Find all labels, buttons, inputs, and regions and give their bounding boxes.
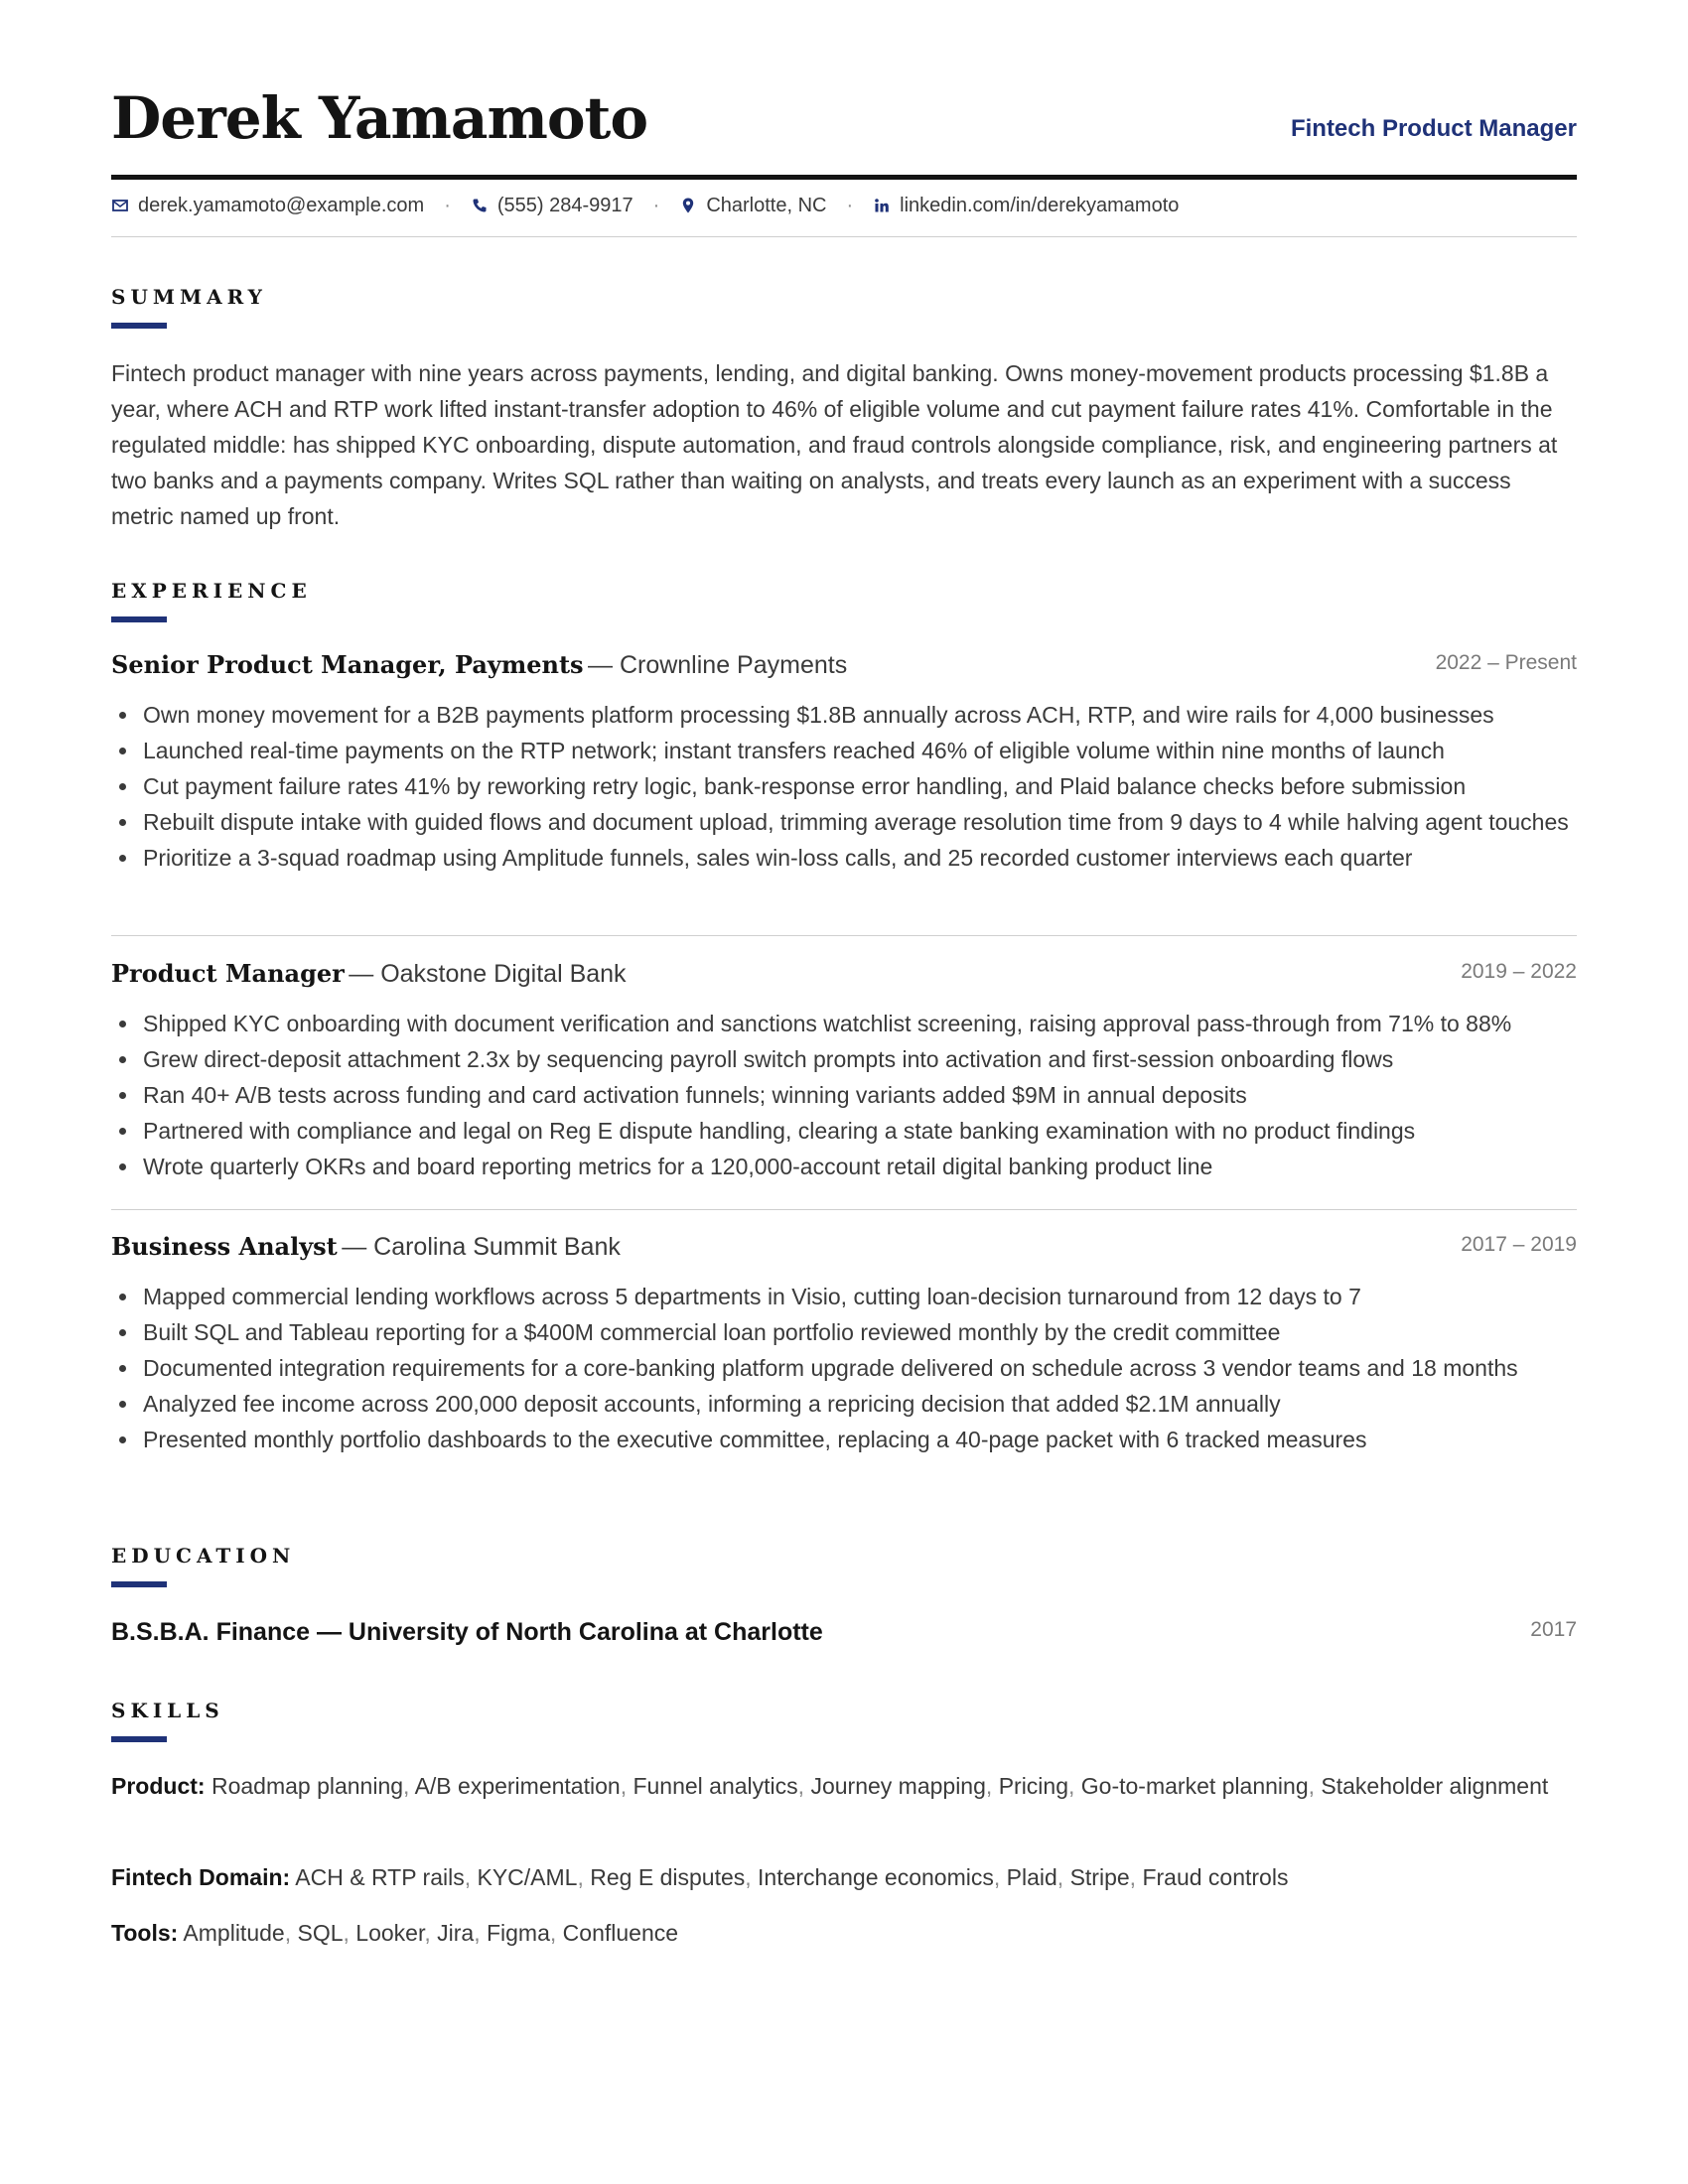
job-entry (111, 647, 1577, 876)
education-section (111, 1544, 1577, 1587)
job-company: — Oakstone Digital Bank (349, 960, 627, 988)
skill-item: ACH & RTP rails (295, 1864, 465, 1890)
job-divider (111, 935, 1577, 936)
linkedin-icon (873, 197, 891, 214)
list-item: Rebuilt dispute intake with guided flows and document upload, trimming average resolution time from 9 days to 4 while halving agent touches (143, 804, 1577, 840)
skill-item: , Figma (474, 1920, 550, 1946)
phone-text: (555) 284-9917 (496, 195, 633, 216)
skill-group (111, 1768, 1577, 1804)
target-job-title: Fintech Product Manager (1290, 115, 1577, 142)
skill-items (183, 1920, 678, 1946)
skill-item: , A/B experimentation (403, 1773, 621, 1799)
contact-separator: · (444, 195, 451, 216)
job-entry (111, 1229, 1577, 1457)
job-dates: 2022 – Present (1435, 651, 1577, 674)
contact-linkedin[interactable] (873, 189, 1179, 222)
contact-separator: · (846, 195, 854, 216)
list-item: Partnered with compliance and legal on Reg E dispute handling, clearing a state banking examination with no product findings (143, 1113, 1577, 1149)
section-accent-bar (111, 1581, 167, 1587)
skill-item: , Interchange economics (745, 1864, 994, 1890)
skill-group-label: Product: (111, 1773, 206, 1799)
job-company: — Crownline Payments (588, 651, 848, 679)
skill-items (295, 1864, 1288, 1890)
linkedin-text: linkedin.com/in/derekyamamoto (900, 195, 1180, 216)
job-bullets (111, 697, 1577, 876)
section-heading: EDUCATION (111, 1544, 296, 1568)
job-role: Senior Product Manager, Payments (111, 650, 584, 679)
list-item: Documented integration requirements for a core-banking platform upgrade delivered on schedule across 3 vendor teams and 18 months (143, 1350, 1577, 1386)
skill-item: Amplitude (183, 1920, 285, 1946)
skill-item: , KYC/AML (465, 1864, 578, 1890)
summary-section (111, 285, 1577, 329)
list-item: Ran 40+ A/B tests across funding and card activation funnels; winning variants added $9M in annual deposits (143, 1077, 1577, 1113)
contact-email[interactable] (111, 189, 424, 222)
job-divider (111, 1209, 1577, 1210)
email-text: derek.yamamoto@example.com (138, 195, 425, 216)
skill-item: , Reg E disputes (577, 1864, 745, 1890)
job-role: Business Analyst (111, 1232, 338, 1261)
list-item: Prioritize a 3-squad roadmap using Amplitude funnels, sales win-loss calls, and 25 recorded customer interviews each quarter (143, 840, 1577, 876)
list-item: Wrote quarterly OKRs and board reporting metrics for a 120,000-account retail digital banking product line (143, 1149, 1577, 1184)
contact-separator: · (652, 195, 660, 216)
skill-item: , SQL (285, 1920, 344, 1946)
job-bullets (111, 1006, 1577, 1184)
section-accent-bar (111, 616, 167, 622)
list-item: Own money movement for a B2B payments platform processing $1.8B annually across ACH, RTP, and wire rails for 4,000 businesses (143, 697, 1577, 733)
education-entry (111, 1614, 1577, 1650)
skill-item: , Go-to-market planning (1068, 1773, 1309, 1799)
list-item: Launched real-time payments on the RTP network; instant transfers reached 46% of eligible volume within nine months of launch (143, 733, 1577, 768)
skill-item: , Funnel analytics (621, 1773, 798, 1799)
skills-section (111, 1699, 1577, 1742)
candidate-name: Derek Yamamoto (111, 84, 648, 152)
section-heading: SUMMARY (111, 285, 267, 309)
job-dates: 2019 – 2022 (1461, 960, 1577, 983)
skill-group (111, 1859, 1577, 1895)
list-item: Mapped commercial lending workflows across 5 departments in Visio, cutting loan-decision turnaround from 12 days to 7 (143, 1279, 1577, 1314)
job-bullets (111, 1279, 1577, 1457)
skill-group-label: Tools: (111, 1920, 179, 1946)
skill-item: , Plaid (994, 1864, 1057, 1890)
skill-item: , Confluence (550, 1920, 678, 1946)
graduation-year: 2017 (1530, 1618, 1577, 1641)
skill-item: , Looker (344, 1920, 425, 1946)
list-item: Built SQL and Tableau reporting for a $400M commercial loan portfolio reviewed monthly by the credit committee (143, 1314, 1577, 1350)
job-dates: 2017 – 2019 (1461, 1233, 1577, 1256)
skill-item: , Stripe (1057, 1864, 1130, 1890)
list-item: Shipped KYC onboarding with document verification and sanctions watchlist screening, raising approval pass-through from 71% to 88% (143, 1006, 1577, 1041)
section-heading: EXPERIENCE (111, 579, 312, 603)
job-role: Product Manager (111, 959, 345, 988)
contact-bar (111, 189, 1577, 237)
phone-icon (471, 197, 489, 214)
skill-group (111, 1915, 1577, 1951)
job-entry (111, 956, 1577, 1184)
skill-items (211, 1773, 1548, 1799)
resume-header (111, 79, 1577, 180)
section-accent-bar (111, 1736, 167, 1742)
contact-location (679, 189, 826, 222)
section-heading: SKILLS (111, 1699, 224, 1722)
skill-item: Roadmap planning (211, 1773, 404, 1799)
location-pin-icon (679, 197, 697, 214)
location-text: Charlotte, NC (706, 195, 827, 216)
experience-section (111, 579, 1577, 622)
skill-group-label: Fintech Domain: (111, 1864, 291, 1890)
mail-icon (111, 197, 129, 214)
skill-item: , Journey mapping (798, 1773, 986, 1799)
list-item: Cut payment failure rates 41% by reworking retry logic, bank-response error handling, and Plaid balance checks before submission (143, 768, 1577, 804)
list-item: Grew direct-deposit attachment 2.3x by sequencing payroll switch prompts into activation and first-session onboarding flows (143, 1041, 1577, 1077)
section-accent-bar (111, 323, 167, 329)
skill-item: , Fraud controls (1130, 1864, 1289, 1890)
skill-item: , Stakeholder alignment (1309, 1773, 1549, 1799)
list-item: Presented monthly portfolio dashboards to the executive committee, replacing a 40-page packet with 6 tracked measures (143, 1422, 1577, 1457)
job-company: — Carolina Summit Bank (342, 1233, 621, 1261)
summary-text: Fintech product manager with nine years across payments, lending, and digital banking. Owns money-movement products processing $1.8B a year, where ACH and RTP work lifted instant-transfer adoption to 46% of eligible volume and cut payment failure rates 41%. Comfortable in the regulated middle: has shipped KYC onboarding, dispute automation, and fraud controls alongside compliance, risk, and engineering partners at two banks and a payments company. Writes SQL rather than waiting on analysts, and treats every launch as an experiment with a success metric named up front. (111, 360, 1558, 529)
skill-item: , Pricing (986, 1773, 1068, 1799)
degree-text: B.S.B.A. Finance — University of North Carolina at Charlotte (111, 1618, 823, 1646)
skill-item: , Jira (424, 1920, 474, 1946)
list-item: Analyzed fee income across 200,000 deposit accounts, informing a repricing decision that added $2.1M annually (143, 1386, 1577, 1422)
contact-phone[interactable] (471, 189, 633, 222)
